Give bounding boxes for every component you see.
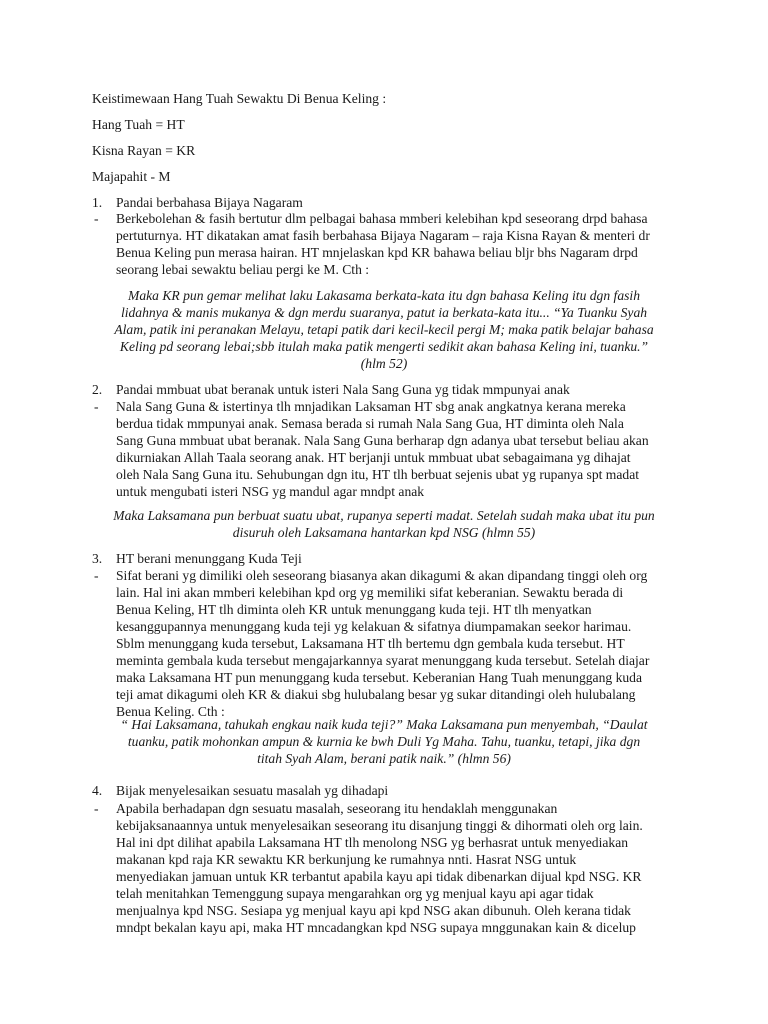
section-3-quote-line: tuanku, patik mohonkan ampun & kurnia ke bwh Duli Yg Maha. Tahu, tuanku, tetapi, jika dgn: [127, 734, 641, 749]
section-3-body-line: maka Laksamana HT pun menunggang kuda tersebut. Keberanian Hang Tuah menunggang kuda: [116, 670, 642, 685]
legend-hang-tuah: Hang Tuah = HT: [92, 117, 185, 132]
section-3-number: 3.: [92, 551, 103, 566]
section-1-quote-line: (hlm 52): [360, 356, 408, 371]
section-4-dash: -: [94, 801, 99, 816]
section-1-quote-line: Maka KR pun gemar melihat laku Lakasama berkata-kata itu dgn bahasa Keling itu dgn fasih: [128, 288, 640, 303]
section-1-body-line: Benua Keling pun merasa hairan. HT mnjelaskan kpd KR bahawa beliau bljr bhs Nagaram drpd: [116, 245, 638, 260]
section-4-body-line: telah menitahkan Temenggung supaya mengarahkan org yg menjual kayu api agar tidak: [116, 886, 594, 901]
section-2-body-line: Nala Sang Guna & istertinya tlh mnjadikan Laksaman HT sbg anak angkatnya kerana mereka: [116, 399, 626, 414]
section-1-heading: Pandai berbahasa Bijaya Nagaram: [116, 195, 303, 210]
legend-kisna-rayan: Kisna Rayan = KR: [92, 143, 196, 158]
section-3-body-line: Benua Keling, HT tlh diminta oleh KR untuk menunggang kuda teji. HT tlh menyatkan: [116, 602, 592, 617]
section-1-dash: -: [94, 211, 99, 226]
section-3-body-line: Sifat berani yg dimiliki oleh seseorang biasanya akan dikagumi & akan dipandang tinggi oleh org: [116, 568, 648, 583]
section-3-body-line: teji amat dikagumi oleh KR & diakui sbg hulubalang besar yg sukar ditandingi oleh hulubalang: [116, 687, 636, 702]
section-1-body-line: pertuturnya. HT dikatakan amat fasih berbahasa Bijaya Nagaram – raja Kisna Rayan & menteri dr: [116, 228, 650, 243]
section-1-body-line: Berkebolehan & fasih bertutur dlm pelbagai bahasa mmberi kelebihan kpd seseorang drpd bahasa: [116, 211, 648, 226]
section-3-body-line: kesanggupannya menunggang kuda teji yg kelakuan & sifatnya diumpamakan seekor harimau.: [116, 619, 632, 634]
section-2-body-line: untuk mengubati isteri NSG yg mandul agar mndpt anak: [116, 484, 425, 499]
section-4-body-line: Hal ini dpt dilihat apabila Laksamana HT tlh menolong NSG yg berhasrat untuk menyediakan: [116, 835, 629, 850]
section-3-body-line: Benua Keling. Cth :: [116, 704, 225, 719]
section-4-heading: Bijak menyelesaikan sesuatu masalah yg dihadapi: [116, 783, 389, 798]
document-title: Keistimewaan Hang Tuah Sewaktu Di Benua Keling :: [92, 91, 387, 106]
section-1-number: 1.: [92, 195, 103, 210]
section-2-body-line: oleh Nala Sang Guna itu. Sehubungan dgn itu, HT tlh berbuat sejenis ubat yg rupanya spt madat: [116, 467, 640, 482]
section-3-quote-line: “ Hai Laksamana, tahukah engkau naik kuda teji?” Maka Laksamana pun menyembah, “Daulat: [120, 717, 648, 732]
section-4-body-line: makanan kpd raja KR sewaktu KR berkunjung ke rumahnya nnti. Hasrat NSG untuk: [116, 852, 577, 867]
section-4-body-line: Apabila berhadapan dgn sesuatu masalah, seseorang itu hendaklah menggunakan: [116, 801, 558, 816]
section-2-quote-line: Maka Laksamana pun berbuat suatu ubat, rupanya seperti madat. Setelah sudah maka ubat itu pun: [113, 508, 655, 523]
section-2-body-line: Sang Guna mmbuat ubat beranak. Nala Sang Guna berharap dgn adanya ubat tersebut beliau akan: [116, 433, 649, 448]
section-3-body-line: Sblm menunggang kuda tersebut, Laksamana HT tlh bertemu dgn gembala kuda tersebut. HT: [116, 636, 625, 651]
section-3-quote-line: titah Syah Alam, berani patik naik.” (hlmn 56): [257, 751, 511, 766]
section-2-heading: Pandai mmbuat ubat beranak untuk isteri Nala Sang Guna yg tidak mmpunyai anak: [116, 382, 570, 397]
section-3-body-line: meminta gembala kuda tersebut mengajarkannya syarat menunggang kuda tersebut. Setelah diajar: [116, 653, 650, 668]
section-3-body-line: lain. Hal ini akan mmberi kelebihan kpd org yg memiliki sifat keberanian. Sewaktu berada di: [116, 585, 624, 600]
section-4-body-line: menyediakan jamuan untuk KR terbantut apabila kayu api tidak dibenarkan dijual kpd NSG. KR: [116, 869, 642, 884]
section-1-quote-line: lidahnya & manis mukanya & dgn merdu suaranya, patut ia berkata-kata itu... “Ya Tuanku Syah: [120, 305, 648, 320]
section-4-body-line: menjualnya kpd NSG. Sesiapa yg menjual kayu api kpd NSG akan dibunuh. Oleh kerana tidak: [116, 903, 631, 918]
section-4-number: 4.: [92, 783, 103, 798]
section-1-quote-line: Keling pd seorang lebai;sbb itulah maka patik mengerti sedikit akan bahasa Keling ini, tuanku.”: [119, 339, 649, 354]
section-1-body-line: seorang lebai sewaktu beliau pergi ke M. Cth :: [116, 262, 370, 277]
section-2-dash: -: [94, 399, 99, 414]
section-2-quote-line: disuruh oleh Laksamana hantarkan kpd NSG (hlmn 55): [232, 525, 536, 540]
section-3-dash: -: [94, 568, 99, 583]
section-2-number: 2.: [92, 382, 103, 397]
section-2-body-line: berdua tidak mmpunyai anak. Semasa berada si rumah Nala Sang Gua, HT diminta oleh Nala: [116, 416, 624, 431]
section-4-body-line: kebijaksanaannya untuk menyelesaikan seseorang itu disanjung tinggi & dihormati oleh org lain.: [116, 818, 643, 833]
section-1-quote-line: Alam, patik ini peranakan Melayu, tetapi patik dari kecil-kecil pergi M; maka patik belajar bahasa: [114, 322, 654, 337]
section-2-body-line: dikurniakan Allah Taala seorang anak. HT berjanji untuk mmbuat ubat sebagaimana yg dihajat: [116, 450, 631, 465]
section-3-heading: HT berani menunggang Kuda Teji: [116, 551, 302, 566]
section-4-body-line: mndpt bekalan kayu api, maka HT mncadangkan kpd NSG supaya mnggunakan kain & dicelup: [116, 920, 636, 935]
legend-majapahit: Majapahit - M: [92, 169, 171, 184]
